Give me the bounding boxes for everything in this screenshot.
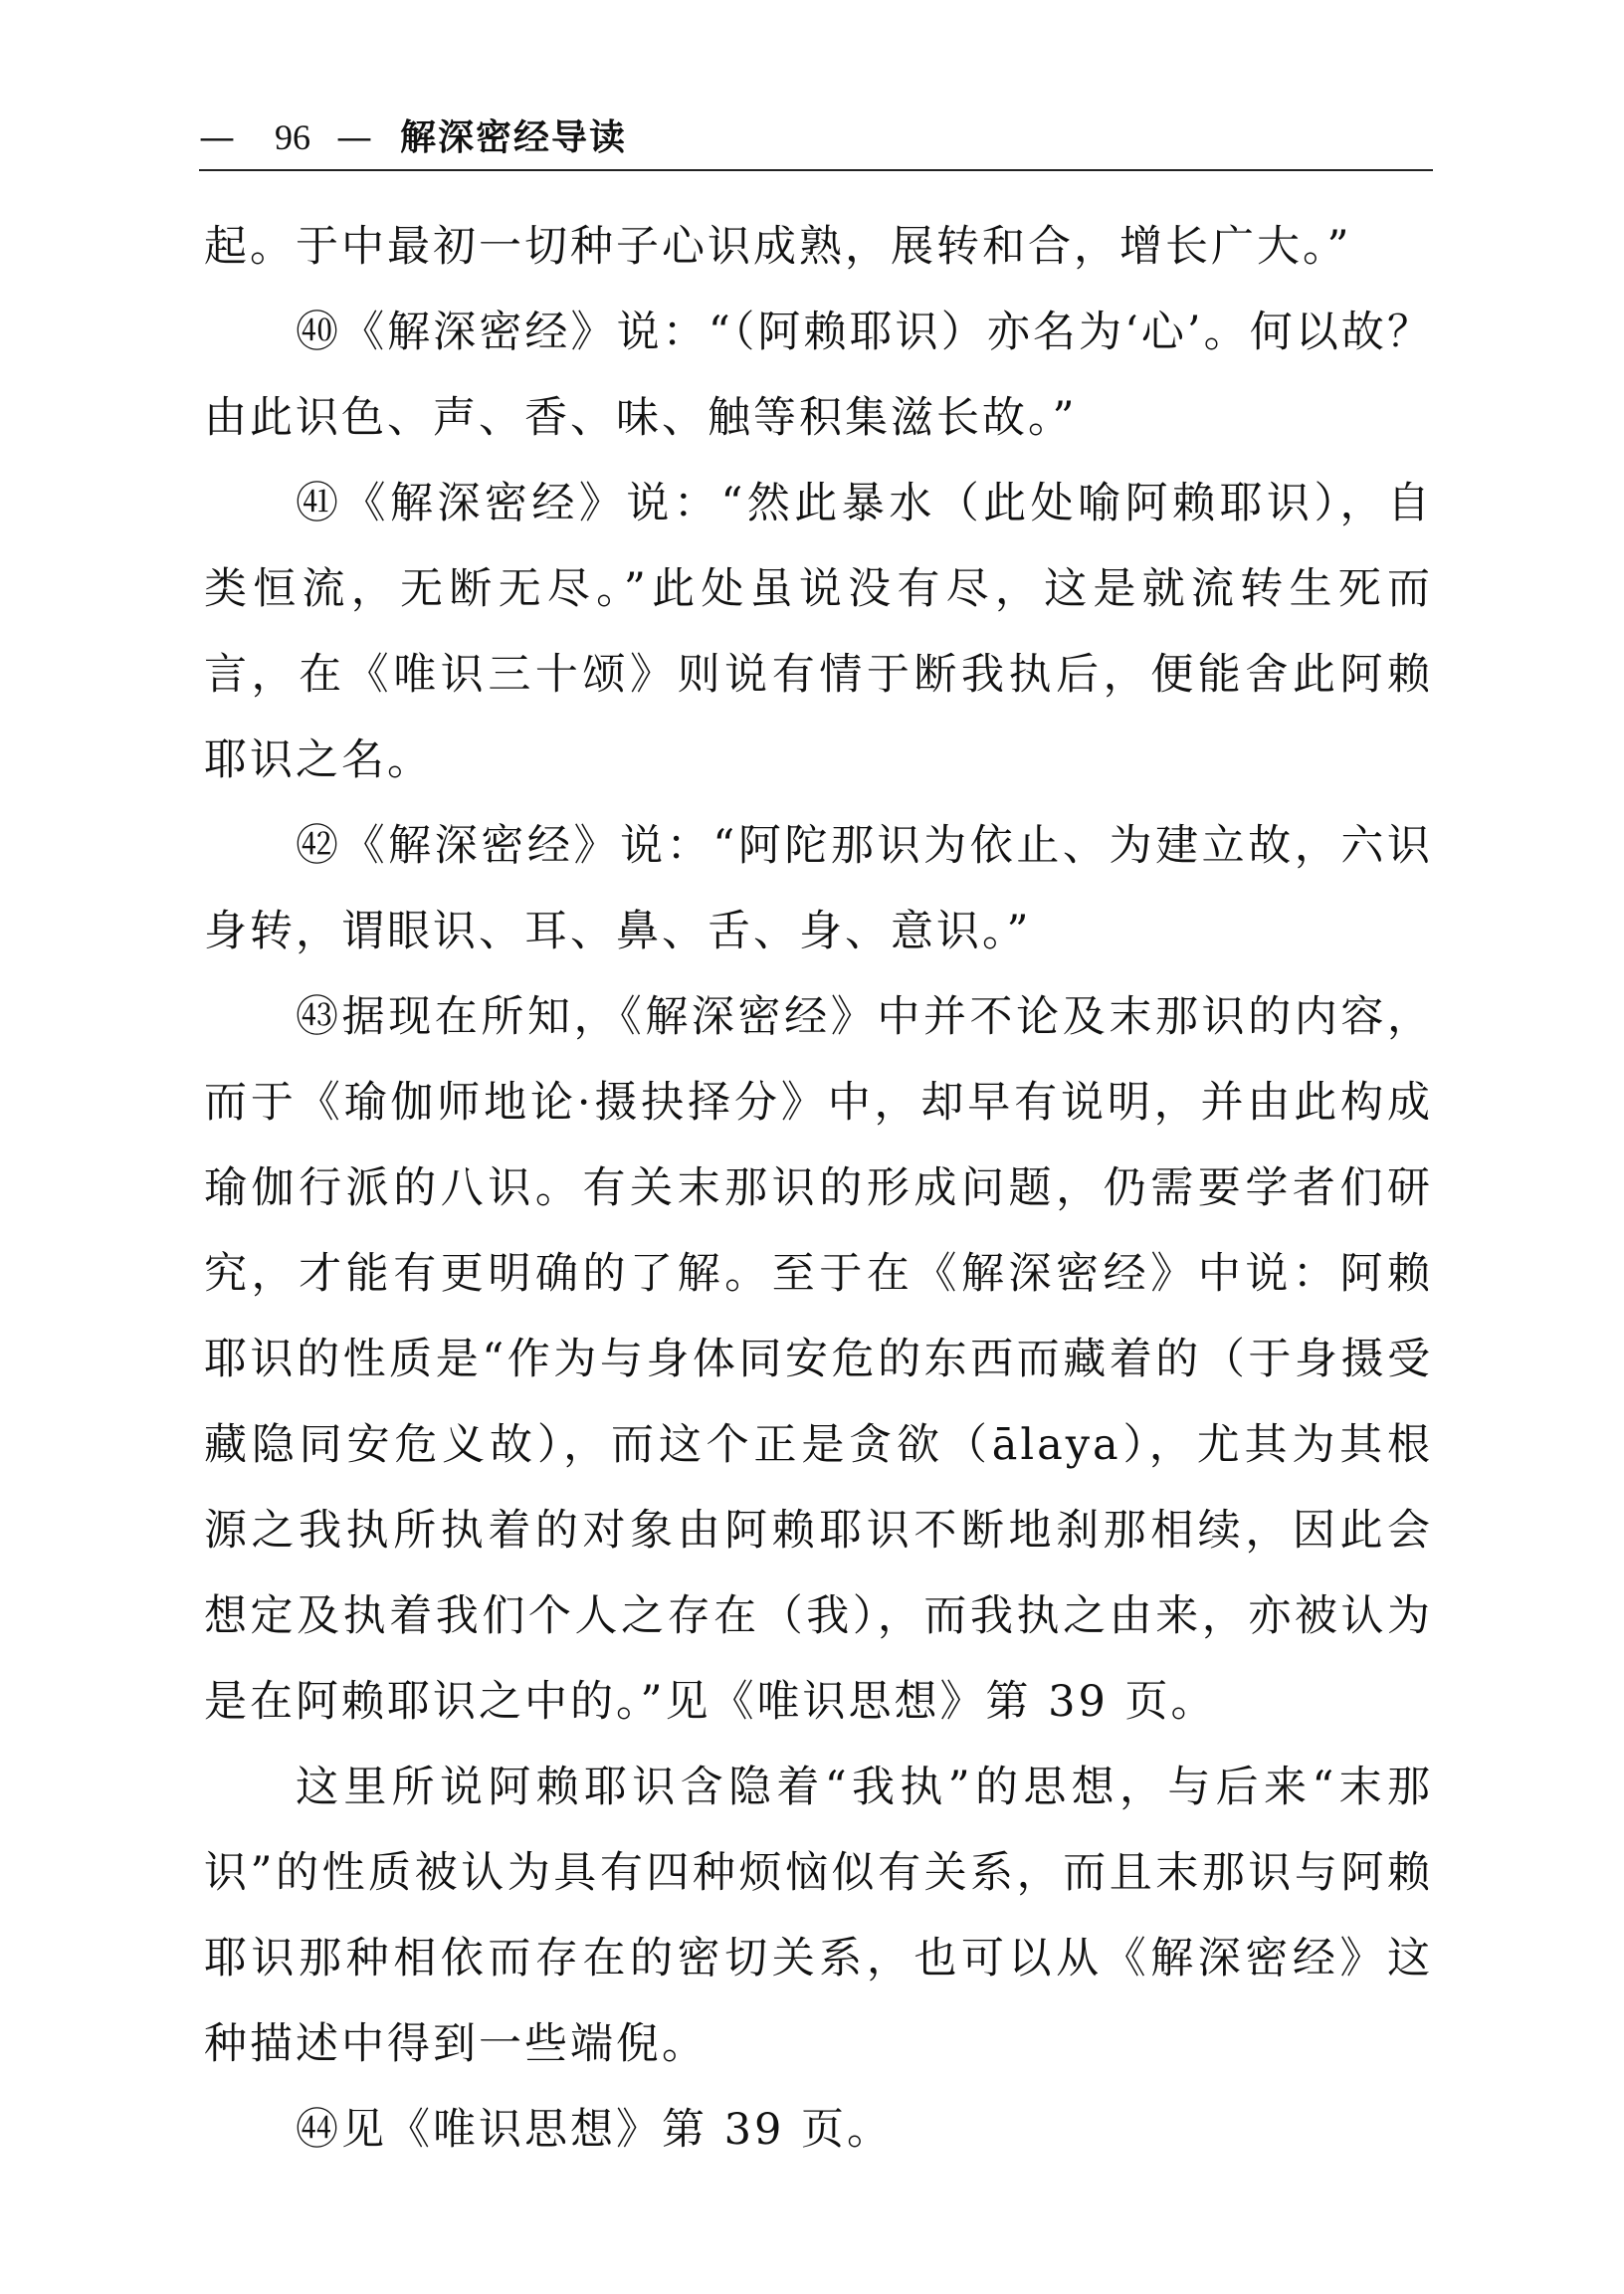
paragraph-continuation: 起。于中最初一切种子心识成熟，展转和合，增长广大。” [204, 222, 1352, 272]
page-body [204, 204, 1433, 2173]
note-44: ㊹见《唯识思想》第 39 页。 [296, 2105, 894, 2155]
header-dash-right: — [336, 117, 372, 158]
note-40: ㊵《解深密经》说：“（阿赖耶识）亦名为‘心’。何以故？由此识色、声、香、味、触等积集滋长故。” [204, 308, 1433, 443]
running-header [199, 107, 1433, 167]
header-rule [199, 169, 1433, 171]
note-43: ㊸据现在所知，《解深密经》中并不论及末那识的内容，而于《瑜伽师地论·摄抉择分》中，却早有说明，并由此构成瑜伽行派的八识。有关末那识的形成问题，仍需要学者们研究，才能有更明确的了解。至于在《解深密经》中说：阿赖耶识的性质是“作为与身体同安危的东西而藏着的（于身摄受藏隐同安危义故），而这个正是贪欲（ālaya），尤其为其根源之我执所执着的对象由阿赖耶识不断地刹那相续，因此会想定及执着我们个人之存在（我），而我执之由来，亦被认为是在阿赖耶识之中的。”见《唯识思想》第 39 页。 [204, 992, 1433, 1727]
book-title: 解深密经导读 [400, 117, 628, 158]
header-dash-left: — [199, 117, 235, 158]
note-42: ㊷《解深密经》说：“阿陀那识为依止、为建立故，六识身转，谓眼识、耳、鼻、舌、身、意识。” [204, 821, 1433, 956]
note-43-continued: 这里所说阿赖耶识含隐着“我执”的思想，与后来“末那识”的性质被认为具有四种烦恼似有关系，而且末那识与阿赖耶识那种相依而存在的密切关系，也可以从《解深密经》这种描述中得到一些端倪。 [204, 1763, 1433, 2069]
page-number: 96 [275, 117, 310, 157]
note-41: ㊶《解深密经》说：“然此暴水（此处喻阿赖耶识），自类恒流，无断无尽。”此处虽说没有尽，这是就流转生死而言，在《唯识三十颂》则说有情于断我执后，便能舍此阿赖耶识之名。 [204, 479, 1433, 785]
